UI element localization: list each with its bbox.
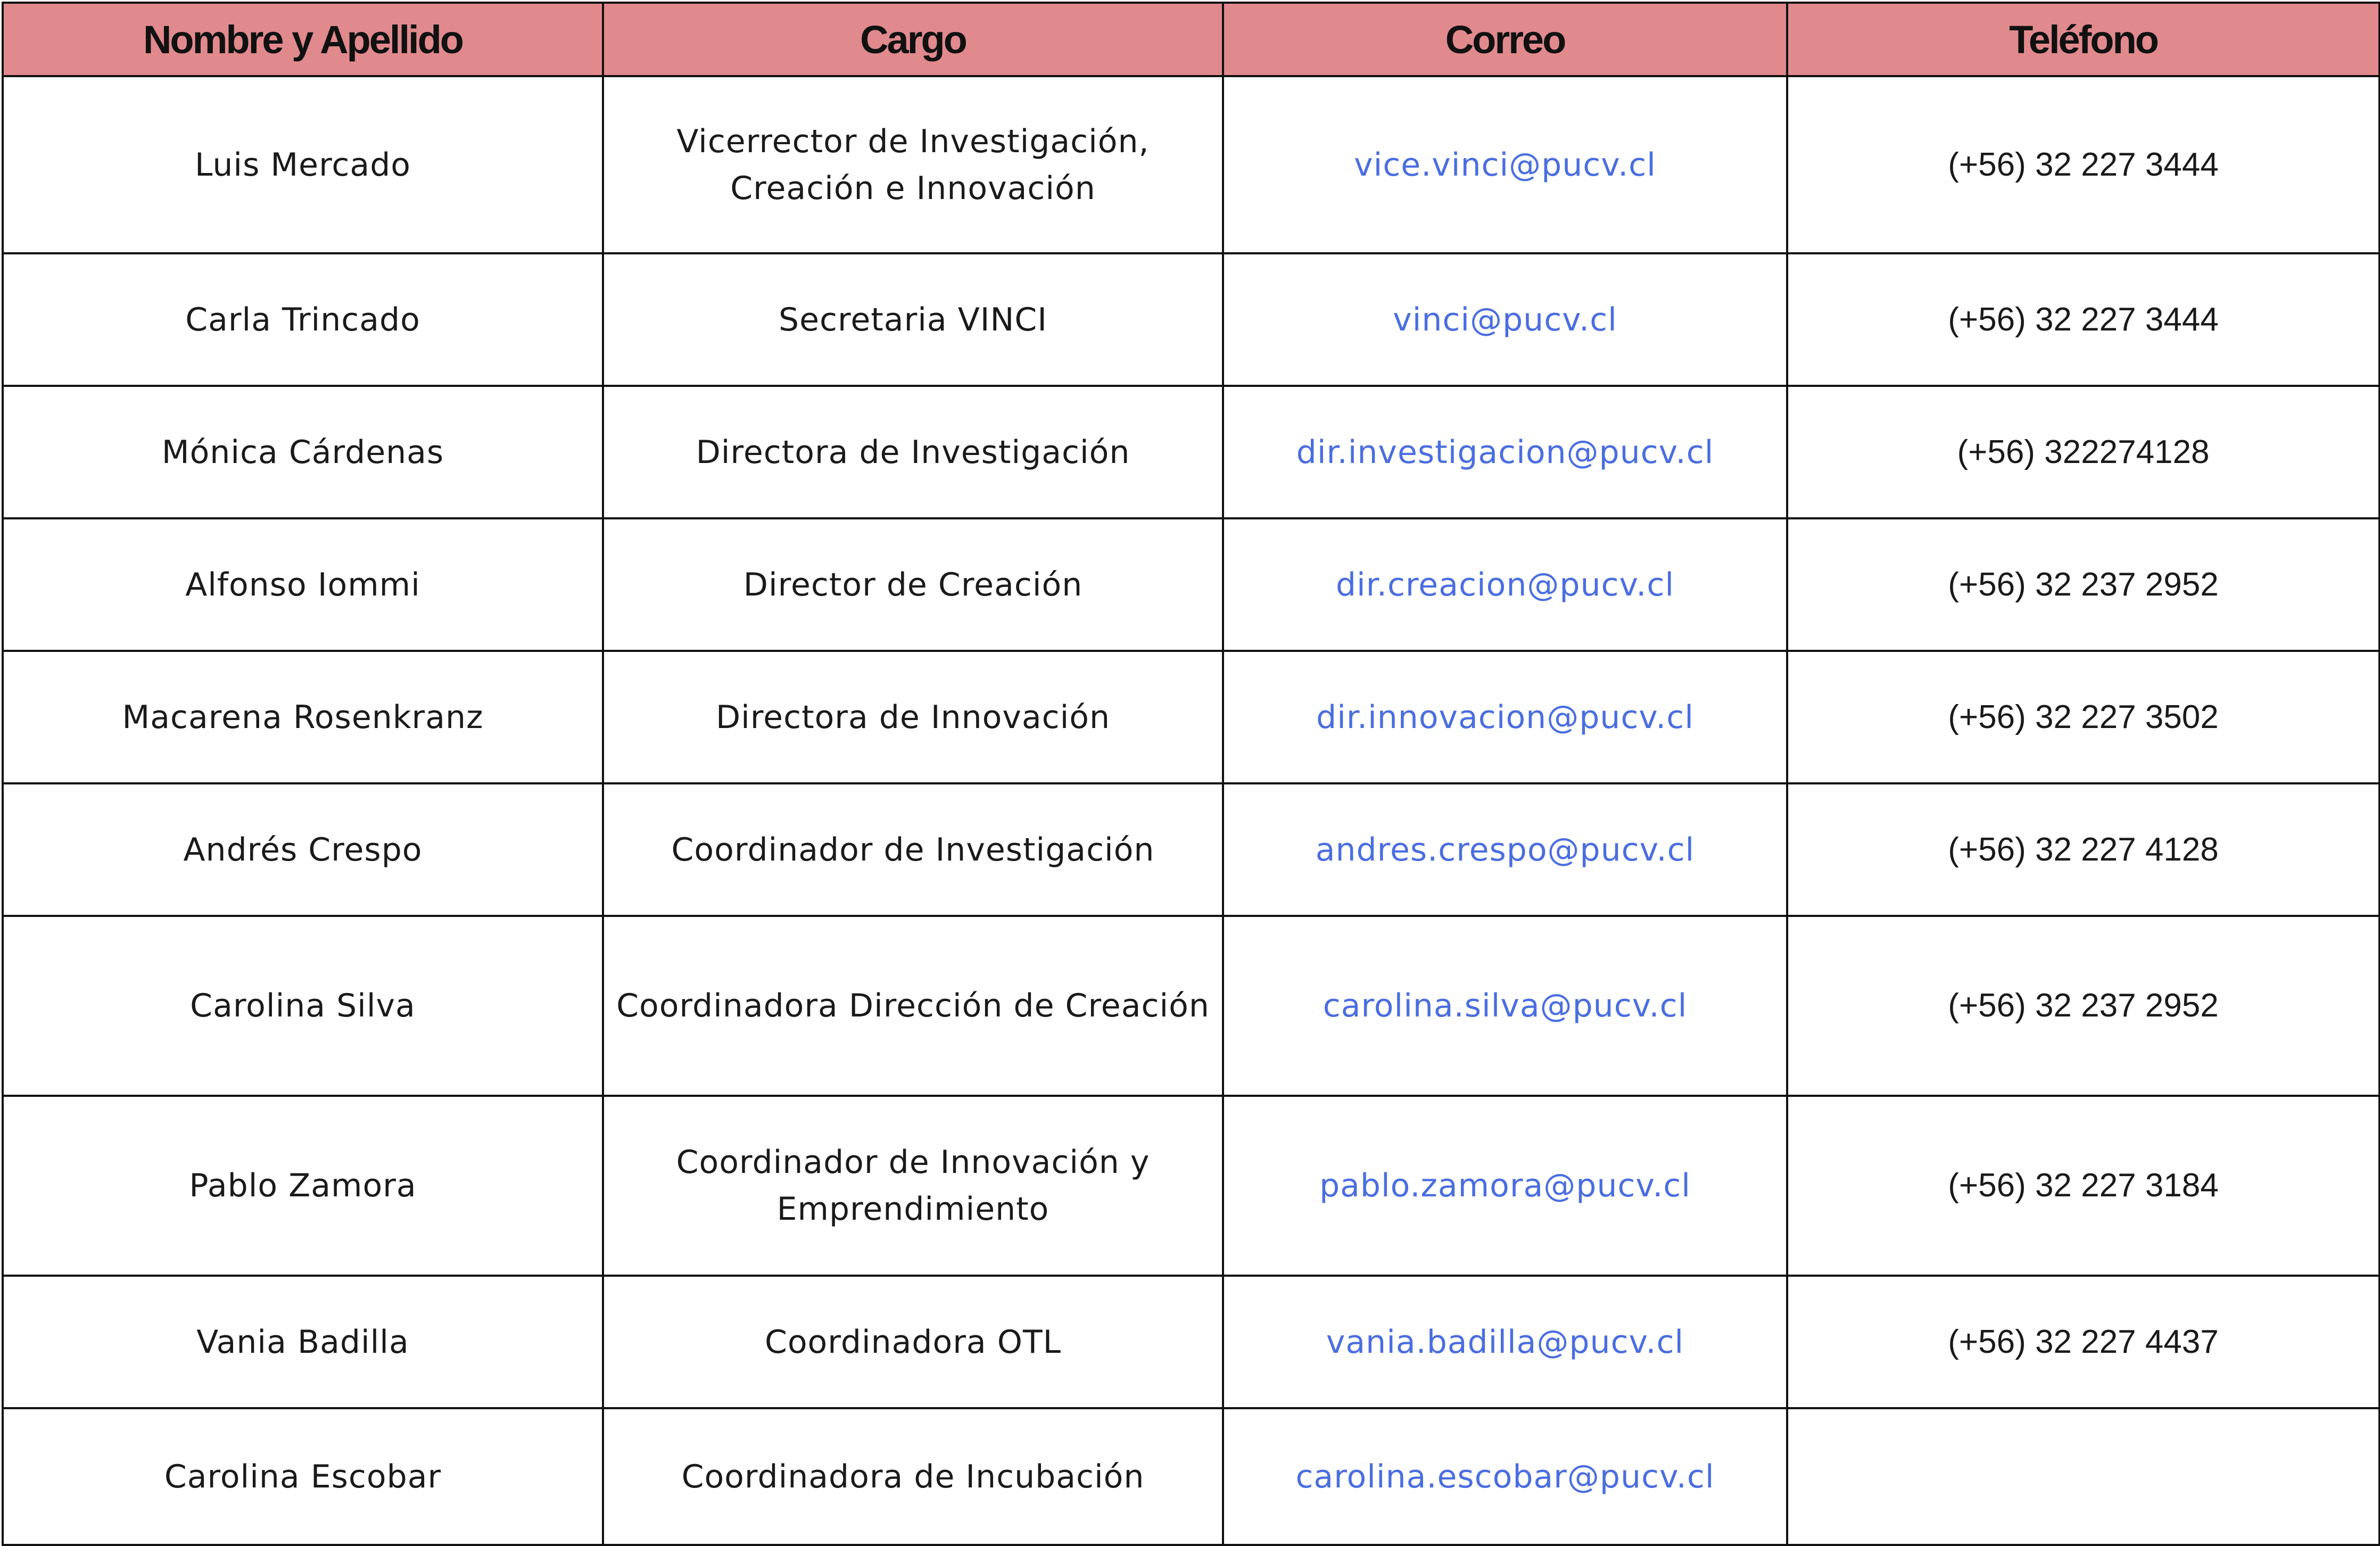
cell-role: Directora de Investigación: [603, 386, 1223, 518]
email-link[interactable]: carolina.silva@pucv.cl: [1223, 916, 1787, 1096]
cell-name: Pablo Zamora: [3, 1096, 603, 1276]
header-role: Cargo: [603, 3, 1223, 76]
cell-phone: (+56) 32 227 4437: [1787, 1276, 2379, 1408]
contacts-table: [2, 2, 2380, 1546]
header-email: Correo: [1223, 3, 1787, 76]
table-row: [3, 386, 2379, 518]
cell-role: Directora de Innovación: [603, 651, 1223, 783]
table-row: [3, 651, 2379, 783]
cell-phone: (+56) 32 227 3444: [1787, 253, 2379, 386]
cell-role: Secretaria VINCI: [603, 253, 1223, 386]
table-row: [3, 783, 2379, 916]
email-link[interactable]: pablo.zamora@pucv.cl: [1223, 1096, 1787, 1276]
cell-name: Carolina Silva: [3, 916, 603, 1096]
cell-name: Mónica Cárdenas: [3, 386, 603, 518]
cell-role: Coordinadora OTL: [603, 1276, 1223, 1408]
header-phone: Teléfono: [1787, 3, 2379, 76]
cell-phone: (+56) 32 227 4128: [1787, 783, 2379, 916]
cell-role: Coordinadora de Incubación: [603, 1408, 1223, 1545]
email-link[interactable]: andres.crespo@pucv.cl: [1223, 783, 1787, 916]
email-link[interactable]: dir.innovacion@pucv.cl: [1223, 651, 1787, 783]
table-row: [3, 253, 2379, 386]
email-link[interactable]: carolina.escobar@pucv.cl: [1223, 1408, 1787, 1545]
cell-role: Director de Creación: [603, 518, 1223, 651]
cell-role: Coordinador de Innovación y Emprendimiento: [603, 1096, 1223, 1276]
table-row: [3, 76, 2379, 253]
header-name: Nombre y Apellido: [3, 3, 603, 76]
cell-phone: (+56) 32 227 3502: [1787, 651, 2379, 783]
cell-phone: (+56) 32 237 2952: [1787, 916, 2379, 1096]
email-link[interactable]: dir.investigacion@pucv.cl: [1223, 386, 1787, 518]
cell-phone: (+56) 322274128: [1787, 386, 2379, 518]
cell-name: Alfonso Iommi: [3, 518, 603, 651]
cell-phone: [1787, 1408, 2379, 1545]
header-row: [3, 3, 2379, 76]
cell-phone: (+56) 32 227 3184: [1787, 1096, 2379, 1276]
cell-phone: (+56) 32 237 2952: [1787, 518, 2379, 651]
cell-name: Carolina Escobar: [3, 1408, 603, 1545]
cell-name: Luis Mercado: [3, 76, 603, 253]
email-link[interactable]: dir.creacion@pucv.cl: [1223, 518, 1787, 651]
table-row: [3, 1096, 2379, 1276]
cell-role: Coordinadora Dirección de Creación: [603, 916, 1223, 1096]
email-link[interactable]: vinci@pucv.cl: [1223, 253, 1787, 386]
cell-phone: (+56) 32 227 3444: [1787, 76, 2379, 253]
cell-role: Vicerrector de Investigación, Creación e Innovación: [603, 76, 1223, 253]
email-link[interactable]: vice.vinci@pucv.cl: [1223, 76, 1787, 253]
cell-name: Andrés Crespo: [3, 783, 603, 916]
email-link[interactable]: vania.badilla@pucv.cl: [1223, 1276, 1787, 1408]
table-row: [3, 518, 2379, 651]
table-row: [3, 1276, 2379, 1408]
cell-name: Carla Trincado: [3, 253, 603, 386]
cell-name: Vania Badilla: [3, 1276, 603, 1408]
cell-name: Macarena Rosenkranz: [3, 651, 603, 783]
table-row: [3, 916, 2379, 1096]
table-row: [3, 1408, 2379, 1545]
cell-role: Coordinador de Investigación: [603, 783, 1223, 916]
